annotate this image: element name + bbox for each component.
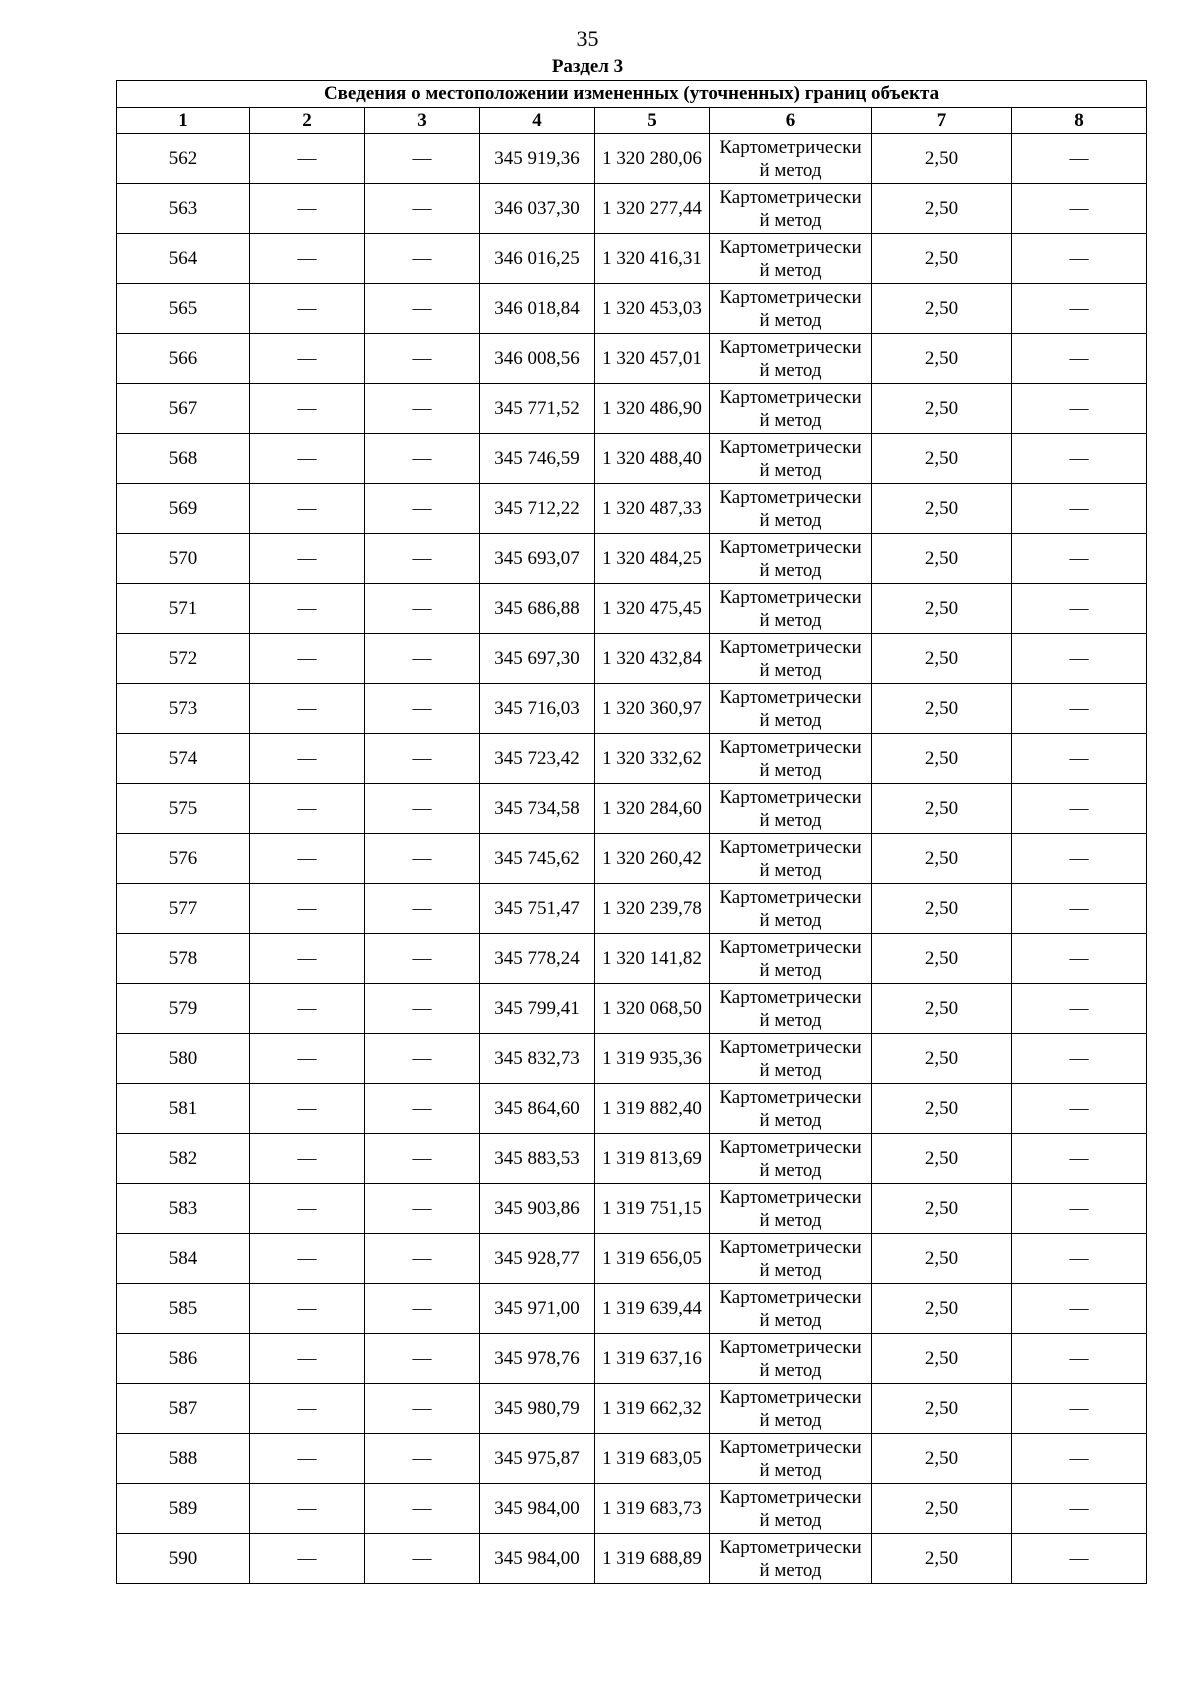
table-body (117, 134, 1147, 1584)
dash-cell: — (1012, 784, 1147, 834)
dash-cell: — (1012, 984, 1147, 1034)
y-coordinate-cell: 1 319 935,36 (595, 1034, 710, 1084)
point-number-cell: 587 (117, 1384, 250, 1434)
x-coordinate-cell: 346 018,84 (480, 284, 595, 334)
dash-cell: — (1012, 1284, 1147, 1334)
dash-cell: — (1012, 734, 1147, 784)
table-row (117, 1284, 1147, 1334)
point-number-cell: 566 (117, 334, 250, 384)
dash-cell: — (1012, 834, 1147, 884)
accuracy-cell: 2,50 (872, 1034, 1012, 1084)
dash-cell: — (1012, 534, 1147, 584)
dash-cell: — (250, 334, 365, 384)
point-number-cell: 583 (117, 1184, 250, 1234)
dash-cell: — (365, 134, 480, 184)
column-header: 4 (480, 108, 595, 134)
dash-cell: — (250, 884, 365, 934)
dash-cell: — (1012, 1384, 1147, 1434)
column-header: 5 (595, 108, 710, 134)
table-row (117, 784, 1147, 834)
dash-cell: — (250, 1084, 365, 1134)
dash-cell: — (1012, 284, 1147, 334)
table-row (117, 484, 1147, 534)
x-coordinate-cell: 345 734,58 (480, 784, 595, 834)
accuracy-cell: 2,50 (872, 434, 1012, 484)
dash-cell: — (1012, 384, 1147, 434)
y-coordinate-cell: 1 320 486,90 (595, 384, 710, 434)
dash-cell: — (365, 1484, 480, 1534)
dash-cell: — (250, 784, 365, 834)
dash-cell: — (250, 1434, 365, 1484)
y-coordinate-cell: 1 320 432,84 (595, 634, 710, 684)
dash-cell: — (250, 734, 365, 784)
dash-cell: — (250, 1384, 365, 1434)
accuracy-cell: 2,50 (872, 884, 1012, 934)
dash-cell: — (365, 1284, 480, 1334)
column-number-row (117, 108, 1147, 134)
dash-cell: — (250, 1234, 365, 1284)
method-cell: Картометрически й метод (710, 684, 872, 734)
accuracy-cell: 2,50 (872, 484, 1012, 534)
x-coordinate-cell: 345 771,52 (480, 384, 595, 434)
accuracy-cell: 2,50 (872, 1234, 1012, 1284)
x-coordinate-cell: 345 971,00 (480, 1284, 595, 1334)
point-number-cell: 573 (117, 684, 250, 734)
dash-cell: — (1012, 1234, 1147, 1284)
dash-cell: — (1012, 1434, 1147, 1484)
dash-cell: — (1012, 134, 1147, 184)
y-coordinate-cell: 1 319 813,69 (595, 1134, 710, 1184)
dash-cell: — (1012, 1534, 1147, 1584)
x-coordinate-cell: 345 723,42 (480, 734, 595, 784)
table-row (117, 1334, 1147, 1384)
accuracy-cell: 2,50 (872, 634, 1012, 684)
accuracy-cell: 2,50 (872, 1284, 1012, 1334)
point-number-cell: 565 (117, 284, 250, 334)
dash-cell: — (1012, 184, 1147, 234)
accuracy-cell: 2,50 (872, 284, 1012, 334)
y-coordinate-cell: 1 320 284,60 (595, 784, 710, 834)
dash-cell: — (365, 334, 480, 384)
x-coordinate-cell: 346 037,30 (480, 184, 595, 234)
point-number-cell: 569 (117, 484, 250, 534)
x-coordinate-cell: 345 751,47 (480, 884, 595, 934)
method-cell: Картометрически й метод (710, 584, 872, 634)
point-number-cell: 574 (117, 734, 250, 784)
boundary-coordinates-table (116, 80, 1147, 1584)
dash-cell: — (1012, 1184, 1147, 1234)
point-number-cell: 568 (117, 434, 250, 484)
y-coordinate-cell: 1 319 683,05 (595, 1434, 710, 1484)
method-cell: Картометрически й метод (710, 784, 872, 834)
x-coordinate-cell: 345 883,53 (480, 1134, 595, 1184)
table-row (117, 1134, 1147, 1184)
column-header: 6 (710, 108, 872, 134)
accuracy-cell: 2,50 (872, 334, 1012, 384)
dash-cell: — (250, 1284, 365, 1334)
column-header: 7 (872, 108, 1012, 134)
table-row (117, 934, 1147, 984)
table-row (117, 434, 1147, 484)
method-cell: Картометрически й метод (710, 734, 872, 784)
method-cell: Картометрически й метод (710, 184, 872, 234)
point-number-cell: 580 (117, 1034, 250, 1084)
method-cell: Картометрически й метод (710, 234, 872, 284)
point-number-cell: 582 (117, 1134, 250, 1184)
table-row (117, 1534, 1147, 1584)
y-coordinate-cell: 1 320 487,33 (595, 484, 710, 534)
y-coordinate-cell: 1 319 751,15 (595, 1184, 710, 1234)
column-header: 1 (117, 108, 250, 134)
x-coordinate-cell: 345 745,62 (480, 834, 595, 884)
dash-cell: — (365, 934, 480, 984)
point-number-cell: 578 (117, 934, 250, 984)
dash-cell: — (250, 1534, 365, 1584)
dash-cell: — (365, 434, 480, 484)
method-cell: Картометрически й метод (710, 534, 872, 584)
accuracy-cell: 2,50 (872, 184, 1012, 234)
accuracy-cell: 2,50 (872, 1084, 1012, 1134)
dash-cell: — (365, 834, 480, 884)
method-cell: Картометрически й метод (710, 934, 872, 984)
x-coordinate-cell: 345 799,41 (480, 984, 595, 1034)
dash-cell: — (1012, 1334, 1147, 1384)
y-coordinate-cell: 1 319 637,16 (595, 1334, 710, 1384)
y-coordinate-cell: 1 319 662,32 (595, 1384, 710, 1434)
dash-cell: — (365, 634, 480, 684)
accuracy-cell: 2,50 (872, 834, 1012, 884)
method-cell: Картометрически й метод (710, 1234, 872, 1284)
table-row (117, 884, 1147, 934)
dash-cell: — (250, 234, 365, 284)
y-coordinate-cell: 1 319 882,40 (595, 1084, 710, 1134)
y-coordinate-cell: 1 320 484,25 (595, 534, 710, 584)
dash-cell: — (365, 534, 480, 584)
y-coordinate-cell: 1 320 068,50 (595, 984, 710, 1034)
dash-cell: — (1012, 634, 1147, 684)
dash-cell: — (1012, 1484, 1147, 1534)
y-coordinate-cell: 1 320 453,03 (595, 284, 710, 334)
accuracy-cell: 2,50 (872, 1384, 1012, 1434)
x-coordinate-cell: 345 975,87 (480, 1434, 595, 1484)
dash-cell: — (1012, 434, 1147, 484)
x-coordinate-cell: 345 697,30 (480, 634, 595, 684)
dash-cell: — (1012, 584, 1147, 634)
dash-cell: — (250, 1134, 365, 1184)
method-cell: Картометрически й метод (710, 1334, 872, 1384)
method-cell: Картометрически й метод (710, 1434, 872, 1484)
dash-cell: — (365, 1384, 480, 1434)
point-number-cell: 585 (117, 1284, 250, 1334)
x-coordinate-cell: 345 716,03 (480, 684, 595, 734)
point-number-cell: 586 (117, 1334, 250, 1384)
column-header: 3 (365, 108, 480, 134)
table-row (117, 384, 1147, 434)
table-row (117, 834, 1147, 884)
dash-cell: — (365, 1134, 480, 1184)
y-coordinate-cell: 1 320 277,44 (595, 184, 710, 234)
x-coordinate-cell: 346 008,56 (480, 334, 595, 384)
dash-cell: — (365, 184, 480, 234)
table-row (117, 534, 1147, 584)
x-coordinate-cell: 345 778,24 (480, 934, 595, 984)
y-coordinate-cell: 1 320 416,31 (595, 234, 710, 284)
method-cell: Картометрически й метод (710, 1384, 872, 1434)
dash-cell: — (250, 184, 365, 234)
table-row (117, 284, 1147, 334)
y-coordinate-cell: 1 320 141,82 (595, 934, 710, 984)
accuracy-cell: 2,50 (872, 1184, 1012, 1234)
accuracy-cell: 2,50 (872, 1434, 1012, 1484)
dash-cell: — (1012, 1134, 1147, 1184)
dash-cell: — (250, 584, 365, 634)
table-row (117, 184, 1147, 234)
point-number-cell: 579 (117, 984, 250, 1034)
dash-cell: — (1012, 884, 1147, 934)
y-coordinate-cell: 1 319 656,05 (595, 1234, 710, 1284)
dash-cell: — (250, 1034, 365, 1084)
point-number-cell: 576 (117, 834, 250, 884)
point-number-cell: 564 (117, 234, 250, 284)
point-number-cell: 563 (117, 184, 250, 234)
x-coordinate-cell: 345 832,73 (480, 1034, 595, 1084)
y-coordinate-cell: 1 320 332,62 (595, 734, 710, 784)
table-row (117, 1234, 1147, 1284)
x-coordinate-cell: 345 864,60 (480, 1084, 595, 1134)
accuracy-cell: 2,50 (872, 1134, 1012, 1184)
method-cell: Картометрически й метод (710, 634, 872, 684)
x-coordinate-cell: 345 686,88 (480, 584, 595, 634)
x-coordinate-cell: 345 980,79 (480, 1384, 595, 1434)
dash-cell: — (365, 484, 480, 534)
method-cell: Картометрически й метод (710, 984, 872, 1034)
point-number-cell: 562 (117, 134, 250, 184)
point-number-cell: 570 (117, 534, 250, 584)
table-row (117, 1484, 1147, 1534)
y-coordinate-cell: 1 320 239,78 (595, 884, 710, 934)
dash-cell: — (250, 1184, 365, 1234)
method-cell: Картометрически й метод (710, 484, 872, 534)
dash-cell: — (365, 1434, 480, 1484)
method-cell: Картометрически й метод (710, 1134, 872, 1184)
y-coordinate-cell: 1 319 688,89 (595, 1534, 710, 1584)
table-row (117, 1434, 1147, 1484)
accuracy-cell: 2,50 (872, 684, 1012, 734)
y-coordinate-cell: 1 320 475,45 (595, 584, 710, 634)
column-header: 2 (250, 108, 365, 134)
table-row (117, 584, 1147, 634)
dash-cell: — (365, 384, 480, 434)
point-number-cell: 589 (117, 1484, 250, 1534)
table-row (117, 134, 1147, 184)
dash-cell: — (1012, 334, 1147, 384)
dash-cell: — (365, 1534, 480, 1584)
page-number: 35 (576, 26, 599, 51)
method-cell: Картометрически й метод (710, 834, 872, 884)
dash-cell: — (250, 434, 365, 484)
method-cell: Картометрически й метод (710, 884, 872, 934)
dash-cell: — (1012, 934, 1147, 984)
point-number-cell: 588 (117, 1434, 250, 1484)
dash-cell: — (365, 684, 480, 734)
accuracy-cell: 2,50 (872, 134, 1012, 184)
point-number-cell: 575 (117, 784, 250, 834)
accuracy-cell: 2,50 (872, 534, 1012, 584)
method-cell: Картометрически й метод (710, 384, 872, 434)
dash-cell: — (250, 134, 365, 184)
dash-cell: — (1012, 234, 1147, 284)
section-title: Раздел 3 (551, 56, 624, 77)
x-coordinate-cell: 345 919,36 (480, 134, 595, 184)
dash-cell: — (250, 534, 365, 584)
dash-cell: — (1012, 684, 1147, 734)
method-cell: Картометрически й метод (710, 1484, 872, 1534)
dash-cell: — (250, 1484, 365, 1534)
x-coordinate-cell: 345 928,77 (480, 1234, 595, 1284)
method-cell: Картометрически й метод (710, 1084, 872, 1134)
x-coordinate-cell: 345 984,00 (480, 1534, 595, 1584)
accuracy-cell: 2,50 (872, 784, 1012, 834)
accuracy-cell: 2,50 (872, 934, 1012, 984)
point-number-cell: 567 (117, 384, 250, 434)
y-coordinate-cell: 1 320 488,40 (595, 434, 710, 484)
dash-cell: — (365, 984, 480, 1034)
point-number-cell: 571 (117, 584, 250, 634)
dash-cell: — (365, 1184, 480, 1234)
dash-cell: — (250, 984, 365, 1034)
method-cell: Картометрически й метод (710, 434, 872, 484)
method-cell: Картометрически й метод (710, 1284, 872, 1334)
accuracy-cell: 2,50 (872, 584, 1012, 634)
x-coordinate-cell: 346 016,25 (480, 234, 595, 284)
method-cell: Картометрически й метод (710, 1034, 872, 1084)
table-row (117, 1184, 1147, 1234)
accuracy-cell: 2,50 (872, 734, 1012, 784)
table-row (117, 234, 1147, 284)
dash-cell: — (1012, 484, 1147, 534)
point-number-cell: 572 (117, 634, 250, 684)
point-number-cell: 590 (117, 1534, 250, 1584)
dash-cell: — (365, 734, 480, 784)
dash-cell: — (365, 1034, 480, 1084)
dash-cell: — (250, 384, 365, 434)
y-coordinate-cell: 1 319 639,44 (595, 1284, 710, 1334)
dash-cell: — (250, 934, 365, 984)
x-coordinate-cell: 345 903,86 (480, 1184, 595, 1234)
dash-cell: — (1012, 1034, 1147, 1084)
dash-cell: — (365, 884, 480, 934)
dash-cell: — (250, 1334, 365, 1384)
y-coordinate-cell: 1 320 457,01 (595, 334, 710, 384)
table-row (117, 984, 1147, 1034)
dash-cell: — (365, 1084, 480, 1134)
y-coordinate-cell: 1 319 683,73 (595, 1484, 710, 1534)
dash-cell: — (365, 1234, 480, 1284)
table-row (117, 634, 1147, 684)
dash-cell: — (250, 634, 365, 684)
accuracy-cell: 2,50 (872, 234, 1012, 284)
dash-cell: — (365, 784, 480, 834)
table-row (117, 1384, 1147, 1434)
method-cell: Картометрически й метод (710, 284, 872, 334)
dash-cell: — (365, 584, 480, 634)
method-cell: Картометрически й метод (710, 1184, 872, 1234)
method-cell: Картометрически й метод (710, 134, 872, 184)
dash-cell: — (1012, 1084, 1147, 1134)
point-number-cell: 577 (117, 884, 250, 934)
y-coordinate-cell: 1 320 360,97 (595, 684, 710, 734)
y-coordinate-cell: 1 320 280,06 (595, 134, 710, 184)
accuracy-cell: 2,50 (872, 1334, 1012, 1384)
dash-cell: — (250, 834, 365, 884)
point-number-cell: 581 (117, 1084, 250, 1134)
column-header: 8 (1012, 108, 1147, 134)
x-coordinate-cell: 345 693,07 (480, 534, 595, 584)
accuracy-cell: 2,50 (872, 1534, 1012, 1584)
table-row (117, 1084, 1147, 1134)
method-cell: Картометрически й метод (710, 334, 872, 384)
table-row (117, 734, 1147, 784)
dash-cell: — (250, 484, 365, 534)
x-coordinate-cell: 345 984,00 (480, 1484, 595, 1534)
method-cell: Картометрически й метод (710, 1534, 872, 1584)
x-coordinate-cell: 345 712,22 (480, 484, 595, 534)
accuracy-cell: 2,50 (872, 1484, 1012, 1534)
accuracy-cell: 2,50 (872, 384, 1012, 434)
dash-cell: — (250, 284, 365, 334)
y-coordinate-cell: 1 320 260,42 (595, 834, 710, 884)
dash-cell: — (365, 284, 480, 334)
dash-cell: — (250, 684, 365, 734)
point-number-cell: 584 (117, 1234, 250, 1284)
table-row (117, 1034, 1147, 1084)
table-row (117, 334, 1147, 384)
dash-cell: — (365, 234, 480, 284)
table-row (117, 684, 1147, 734)
x-coordinate-cell: 345 746,59 (480, 434, 595, 484)
x-coordinate-cell: 345 978,76 (480, 1334, 595, 1384)
dash-cell: — (365, 1334, 480, 1384)
table-caption: Сведения о местоположении измененных (уточненных) границ объекта (117, 81, 1147, 108)
accuracy-cell: 2,50 (872, 984, 1012, 1034)
